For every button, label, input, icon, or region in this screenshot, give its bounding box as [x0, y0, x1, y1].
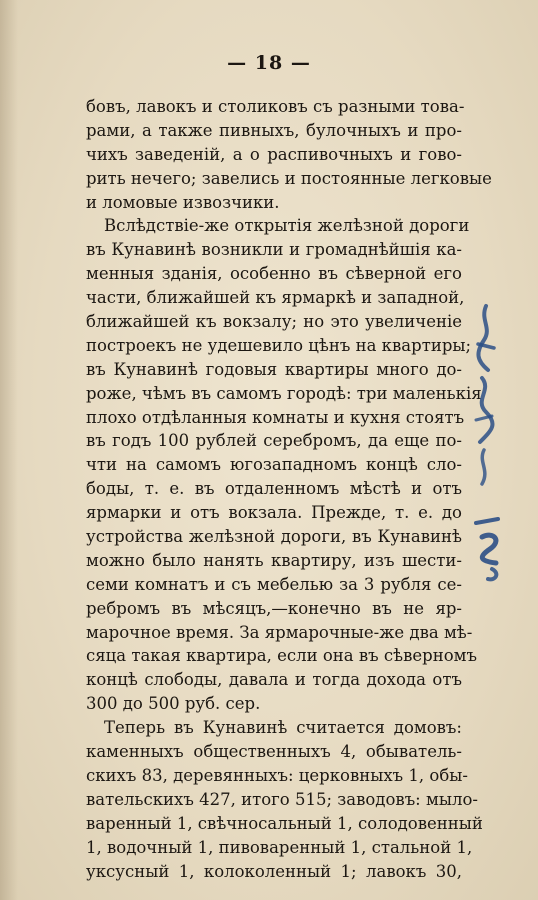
- text-line: семи комнатъ и съ мебелью за 3 рубля се-: [86, 574, 462, 594]
- text-line: менныя зданiя, особенно въ сѣверной его: [86, 264, 462, 284]
- text-line: въ годъ 100 рублей серебромъ, да еще по-: [86, 431, 462, 451]
- text-line: 300 до 500 руб. сер.: [86, 694, 261, 714]
- margin-handwriting-mark: [462, 300, 502, 490]
- text-line: чихъ заведенiй, а о распивочныхъ и гово-: [86, 144, 462, 164]
- text-line: устройства желѣзной дороги, въ Кунавинѣ: [86, 527, 462, 547]
- page-body-text: [86, 95, 492, 883]
- text-line: концѣ слободы, давала и тогда дохода отъ: [86, 670, 462, 690]
- text-line: Теперь въ Кунавинѣ считается домовъ:: [104, 718, 462, 738]
- text-line: можно было нанять квартиру, изъ шести-: [86, 550, 462, 570]
- text-line: вательскихъ 427, итого 515; заводовъ: мыло-: [86, 789, 478, 809]
- text-line: рами, а также пивныхъ, булочныхъ и про-: [86, 120, 462, 140]
- text-line: въ Кунавинѣ возникли и громаднѣйшiя ка-: [86, 240, 462, 260]
- text-line: уксусный 1, колоколенный 1; лавокъ 30,: [86, 861, 462, 881]
- page-number: — 18 —: [227, 52, 311, 74]
- text-line: плохо отдѣланныя комнаты и кухня стоятъ: [86, 407, 465, 427]
- page-gutter-shadow: [0, 0, 18, 900]
- text-line: сяца такая квартира, если она въ сѣверномъ: [86, 646, 477, 666]
- text-line: ближайшей къ вокзалу; но это увеличенiе: [86, 312, 462, 332]
- text-line: боды, т. е. въ отдаленномъ мѣстѣ и отъ: [86, 479, 462, 499]
- text-line: построекъ не удешевило цѣнъ на квартиры;: [86, 335, 472, 355]
- text-line: варенный 1, свѣчносальный 1, солодовенный: [86, 813, 483, 833]
- text-line: 1, водочный 1, пивоваренный 1, стальной 1,: [86, 837, 473, 857]
- text-line: бовъ, лавокъ и столиковъ съ разными това-: [86, 97, 465, 116]
- text-line: роже, чѣмъ въ самомъ городѣ: три маленькiя: [86, 383, 482, 403]
- text-line: и ломовые извозчики.: [86, 192, 280, 212]
- text-line: Вслѣдствiе-же открытiя желѣзной дороги: [104, 216, 470, 236]
- margin-handwriting-mark: [472, 515, 512, 585]
- text-line: марочное время. За ярмарочные-же два мѣ-: [86, 622, 473, 642]
- text-line: чти на самомъ югозападномъ концѣ сло-: [86, 455, 462, 475]
- text-line: ярмарки и отъ вокзала. Прежде, т. е. до: [86, 503, 462, 523]
- text-line: скихъ 83, деревянныхъ: церковныхъ 1, обы-: [86, 765, 468, 785]
- text-line: части, ближайшей къ ярмаркѣ и западной,: [86, 288, 465, 308]
- text-line: ребромъ въ мѣсяцъ,—конечно въ не яр-: [86, 598, 462, 618]
- text-line: каменныхъ общественныхъ 4, обыватель-: [86, 742, 462, 762]
- text-line: въ Кунавинѣ годовыя квартиры много до-: [86, 359, 462, 379]
- text-line: рить нечего; завелись и постоянные легковые: [86, 168, 492, 188]
